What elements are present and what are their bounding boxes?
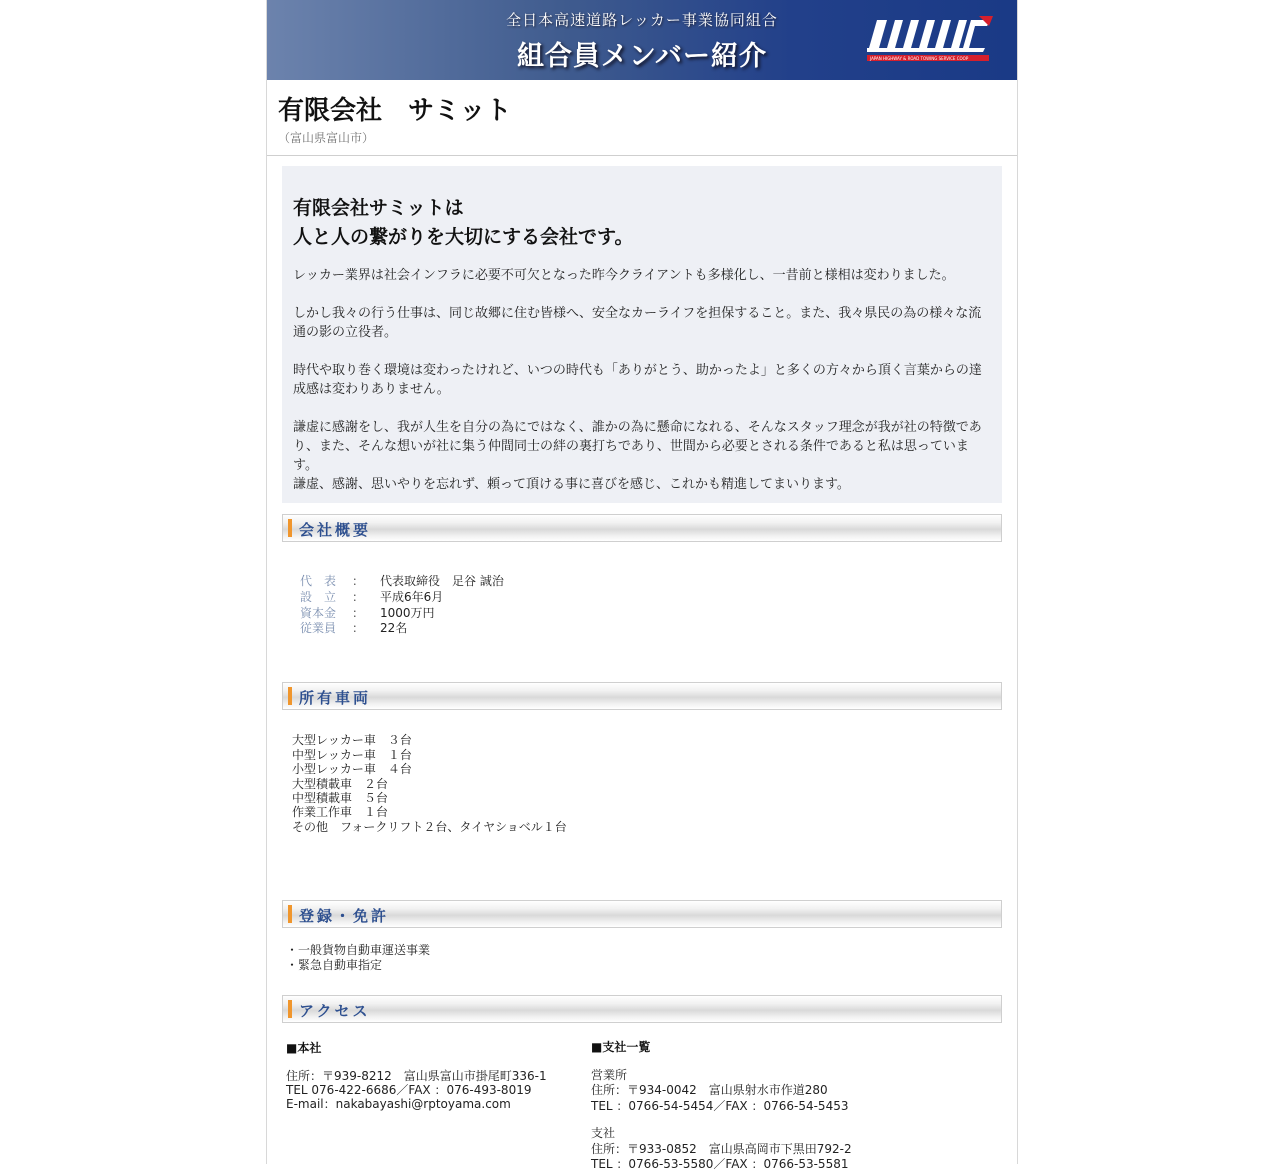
head-office-heading: ■本社 bbox=[286, 1041, 322, 1055]
branches-heading: ■支社一覧 bbox=[591, 1040, 651, 1054]
intro-paragraph: 謙虚、感謝、思いやりを忘れず、頼って頂ける事に喜びを感じ、これかも精進してまいります。 bbox=[293, 477, 850, 492]
section-header-access bbox=[282, 995, 1002, 1023]
branch-tel: TEL ：0766-53-5580／FAX ：0766-53-5581 bbox=[591, 1157, 849, 1171]
head-office-tel: TEL 076-422-6686／FAX ：076-493-8019 bbox=[286, 1083, 532, 1097]
section-accent-bar bbox=[288, 687, 292, 705]
vehicle-item: 作業工作車 １台 bbox=[292, 805, 389, 819]
logo-caption: JAPAN HIGHWAY & ROAD TOWING SERVICE COOP bbox=[870, 56, 969, 61]
overview-colon: ： bbox=[352, 590, 365, 604]
overview-colon: ： bbox=[352, 606, 365, 620]
overview-key: 代 表 bbox=[300, 574, 337, 588]
section-header-overview bbox=[282, 514, 1002, 542]
branch-name: 営業所 bbox=[591, 1068, 628, 1082]
branch-address: 住所：〒933-0852 富山県高岡市下黒田792-2 bbox=[591, 1142, 852, 1156]
vehicle-item: 大型積載車 ２台 bbox=[292, 777, 389, 791]
head-office-address: 住所：〒939-8212 富山県富山市掛尾町336-1 bbox=[286, 1069, 547, 1083]
intro-box bbox=[282, 166, 1002, 503]
section-title: 会社概要 bbox=[299, 521, 372, 539]
intro-paragraph: 時代や取り巻く環境は変わったけれど、いつの時代も「ありがとう、助かったよ」と多くの方々から頂く言葉からの達成感は変わりありません。 bbox=[293, 363, 982, 397]
license-item: ・緊急自動車指定 bbox=[286, 958, 383, 972]
banner-subtitle: 全日本高速道路レッカー事業協同組合 bbox=[506, 11, 778, 29]
vehicle-item: その他 フォークリフト２台、タイヤショベル１台 bbox=[292, 820, 567, 834]
overview-key: 従業員 bbox=[300, 621, 337, 635]
vehicle-item: 小型レッカー車 ４台 bbox=[292, 762, 412, 776]
intro-paragraph: レッカー業界は社会インフラに必要不可欠となった昨今クライアントも多様化し、一昔前と様相は変わりました。 bbox=[293, 268, 955, 283]
section-accent-bar bbox=[288, 905, 292, 923]
company-name: 有限会社 サミット bbox=[278, 96, 512, 126]
overview-value: 1000万円 bbox=[380, 606, 435, 620]
vehicle-item: 大型レッカー車 ３台 bbox=[292, 733, 412, 747]
header-banner bbox=[267, 0, 1017, 80]
branch-address: 住所：〒934-0042 富山県射水市作道280 bbox=[591, 1083, 828, 1097]
branch-name: 支社 bbox=[591, 1126, 616, 1140]
intro-paragraph: しかし我々の行う仕事は、同じ故郷に住む皆様へ、安全なカーライフを担保すること。また、我々県民の為の様々な流通の影の立役者。 bbox=[293, 306, 982, 340]
section-title: 登録・免許 bbox=[299, 907, 390, 925]
section-accent-bar bbox=[288, 1000, 292, 1018]
overview-value: 代表取締役 足谷 誠治 bbox=[380, 574, 504, 588]
page-container bbox=[266, 0, 1018, 1171]
overview-row bbox=[300, 619, 700, 635]
overview-row bbox=[300, 604, 700, 620]
head-office-email: E-mail：nakabayashi@rptoyama.com bbox=[286, 1097, 511, 1111]
jhrs-logo bbox=[867, 14, 997, 66]
section-title: アクセス bbox=[299, 1002, 371, 1020]
intro-heading-line1: 有限会社サミットは bbox=[293, 197, 464, 219]
section-accent-bar bbox=[288, 519, 292, 537]
overview-colon: ： bbox=[352, 574, 365, 588]
banner-title: 組合員メンバー紹介 bbox=[516, 41, 768, 72]
overview-row bbox=[300, 588, 700, 604]
overview-key: 資本金 bbox=[300, 606, 337, 620]
section-header-licenses bbox=[282, 900, 1002, 928]
overview-value: 平成6年6月 bbox=[380, 590, 444, 604]
intro-heading-line2: 人と人の繋がりを大切にする会社です。 bbox=[293, 226, 634, 248]
branch-tel: TEL ：0766-54-5454／FAX ：0766-54-5453 bbox=[591, 1099, 849, 1113]
license-item: ・一般貨物自動車運送事業 bbox=[286, 943, 431, 957]
divider bbox=[267, 155, 1017, 156]
section-header-vehicles bbox=[282, 682, 1002, 710]
overview-colon: ： bbox=[352, 621, 365, 635]
overview-row bbox=[300, 572, 700, 588]
vehicle-item: 中型積載車 ５台 bbox=[292, 791, 389, 805]
overview-key: 設 立 bbox=[300, 590, 337, 604]
overview-value: 22名 bbox=[380, 621, 408, 635]
section-title: 所有車両 bbox=[299, 689, 372, 707]
vehicle-item: 中型レッカー車 １台 bbox=[292, 748, 412, 762]
company-location: （富山県富山市） bbox=[278, 131, 375, 145]
intro-paragraph: 謙虚に感謝をし、我が人生を自分の為にではなく、誰かの為に懸命になれる、そんなスタッフ理念が我が社の特徴であり、また、そんな想いが社に集う仲間同士の絆の裏打ちであり、世間から必要とされる条件であると私は思っています。 bbox=[293, 420, 982, 473]
intro-heading bbox=[293, 194, 633, 252]
